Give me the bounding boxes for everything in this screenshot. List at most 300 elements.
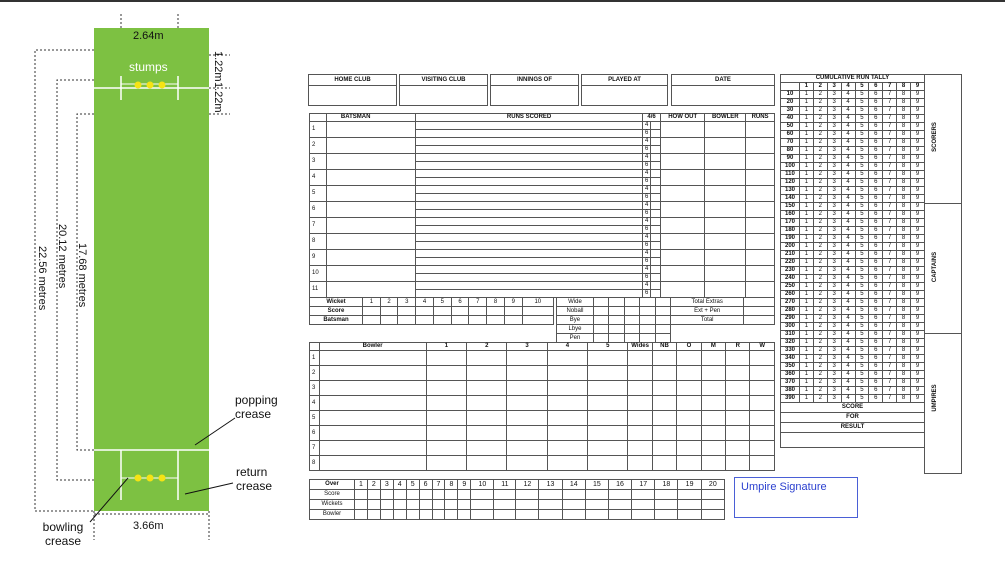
over-number: 13	[539, 480, 562, 490]
tally-digit: 1	[800, 139, 814, 147]
over-cell	[458, 490, 471, 500]
tally-digit: 5	[855, 347, 869, 355]
runs-scored-cell	[416, 146, 643, 154]
spacer	[310, 343, 320, 351]
over-number: 18	[655, 480, 678, 490]
six-cell: 6	[643, 210, 651, 218]
runs-cell	[746, 186, 775, 202]
table-row	[310, 282, 775, 290]
tally-digit: 6	[869, 115, 883, 123]
over-cell	[419, 500, 432, 510]
tally-digit: 3	[827, 147, 841, 155]
table-row	[310, 266, 775, 274]
tally-digit: 7	[883, 211, 897, 219]
tally-digit: 3	[827, 379, 841, 387]
tally-digit: 6	[869, 139, 883, 147]
tally-digit: 3	[827, 299, 841, 307]
scorers-label: SCORERS	[932, 122, 938, 152]
blank-cell	[671, 325, 744, 334]
bowling-cell	[467, 456, 507, 471]
batsman-name-cell[interactable]	[326, 186, 415, 202]
tally-digit: 1	[800, 195, 814, 203]
bowler-number: 3	[310, 381, 320, 396]
extras-cell	[609, 325, 624, 334]
tally-digit: 6	[869, 379, 883, 387]
how-out-cell	[660, 170, 704, 186]
bowling-cell	[726, 411, 750, 426]
table-row	[310, 426, 775, 441]
tally-digit: 4	[841, 291, 855, 299]
tally-digit: 6	[869, 339, 883, 347]
over-cell	[471, 510, 494, 520]
tally-digit: 2	[813, 267, 827, 275]
tally-digit: 9	[911, 243, 925, 251]
tally-digit: 9	[911, 307, 925, 315]
table-row	[781, 131, 925, 139]
bowling-cell	[319, 396, 426, 411]
bowler-cell	[705, 170, 746, 186]
wicket-cell	[469, 307, 487, 316]
tally-digit: 7	[883, 131, 897, 139]
tally-digit: 2	[813, 299, 827, 307]
tally-digit: 3	[827, 291, 841, 299]
how-out-cell	[660, 186, 704, 202]
table-row	[310, 218, 775, 226]
tally-digit: 8	[897, 235, 911, 243]
bowling-cell	[467, 351, 507, 366]
tally-digit: 6	[869, 107, 883, 115]
bowling-cell	[701, 366, 725, 381]
totals-cell	[744, 298, 775, 307]
tally-row-label: 240	[781, 275, 800, 283]
bowling-cell	[467, 396, 507, 411]
how-out-cell	[660, 154, 704, 170]
tally-digit: 9	[911, 259, 925, 267]
tally-digit: 3	[827, 347, 841, 355]
runs-scored-cell	[416, 154, 643, 162]
tally-digit: 3	[827, 395, 841, 403]
tally-digit: 1	[800, 251, 814, 259]
tally-row-label: 210	[781, 251, 800, 259]
over-cell	[516, 500, 539, 510]
over-cell	[432, 490, 445, 500]
bowling-cell	[547, 366, 587, 381]
runs-scored-cell	[416, 186, 643, 194]
table-row	[310, 250, 775, 258]
bowling-cell	[628, 351, 652, 366]
extras-cell	[655, 325, 670, 334]
runs-scored-cell	[416, 274, 643, 282]
tally-digit: 9	[911, 283, 925, 291]
tally-digit: 9	[911, 163, 925, 171]
bowling-cell	[677, 411, 701, 426]
six-count-cell	[651, 162, 661, 170]
bowler-cell	[705, 202, 746, 218]
tally-digit: 5	[855, 211, 869, 219]
batsman-name-cell[interactable]	[326, 202, 415, 218]
over-number: 10	[471, 480, 494, 490]
over-number: 2	[367, 480, 380, 490]
table-row	[781, 171, 925, 179]
bowling-header: NB	[652, 343, 676, 351]
tally-digit: 5	[855, 251, 869, 259]
stump-dot	[159, 475, 166, 482]
over-number: 12	[516, 480, 539, 490]
over-number: 1	[355, 480, 368, 490]
six-count-cell	[651, 210, 661, 218]
extras-cell	[593, 298, 608, 307]
date-box[interactable]	[671, 74, 775, 106]
batsman-name-cell[interactable]	[326, 218, 415, 234]
tally-digit: 6	[869, 371, 883, 379]
over-cell	[355, 500, 368, 510]
totals-label: Total	[671, 316, 744, 325]
bowling-cell	[726, 396, 750, 411]
bowling-header: O	[677, 343, 701, 351]
bowler-cell	[705, 250, 746, 266]
over-cell	[406, 500, 419, 510]
tally-digit: 8	[897, 267, 911, 275]
table-row	[310, 490, 725, 500]
visiting-club-box[interactable]	[399, 74, 488, 106]
batsman-name-cell[interactable]	[326, 282, 415, 298]
top-width-label: 2.64m	[133, 30, 164, 42]
bowling-cell	[701, 396, 725, 411]
runs-scored-cell	[416, 258, 643, 266]
tally-digit: 5	[855, 267, 869, 275]
home-club-box[interactable]	[308, 74, 397, 106]
tally-digit: 8	[897, 203, 911, 211]
table-row	[781, 123, 925, 131]
over-cell	[539, 510, 562, 520]
tally-digit: 6	[869, 179, 883, 187]
tally-digit: 5	[855, 107, 869, 115]
umpire-signature-box[interactable]: Umpire Signature	[734, 477, 858, 518]
tally-digit: 9	[911, 91, 925, 99]
tally-digit: 4	[841, 331, 855, 339]
tally-digit: 7	[883, 315, 897, 323]
tally-digit: 1	[800, 323, 814, 331]
batsman-name-cell[interactable]	[326, 154, 415, 170]
table-row	[310, 510, 725, 520]
over-cell	[432, 500, 445, 510]
tally-digit: 7	[883, 195, 897, 203]
wicket-cell	[380, 316, 398, 325]
bowling-cell	[507, 411, 547, 426]
wicket-cell	[380, 307, 398, 316]
stumps-label: stumps	[129, 60, 168, 74]
over-cell	[471, 500, 494, 510]
extras-label: Noball	[557, 307, 594, 316]
tally-digit: 1	[800, 371, 814, 379]
over-cell	[445, 490, 458, 500]
innings-of-box[interactable]	[490, 74, 579, 106]
tally-digit: 6	[869, 203, 883, 211]
tally-digit: 4	[841, 227, 855, 235]
tally-digit: 7	[883, 339, 897, 347]
bowling-cell	[701, 351, 725, 366]
tally-row-label: 40	[781, 115, 800, 123]
table-row	[310, 456, 775, 471]
tally-digit: 9	[911, 187, 925, 195]
over-cell	[393, 500, 406, 510]
table-row	[781, 379, 925, 387]
popping-crease-label: popping crease	[235, 393, 278, 421]
tally-digit: 4	[841, 131, 855, 139]
tally-digit: 7	[883, 275, 897, 283]
tally-row-label: 20	[781, 99, 800, 107]
tally-digit: 7	[883, 139, 897, 147]
bowling-cell	[319, 381, 426, 396]
six-count-cell	[651, 178, 661, 186]
tally-row-label: 290	[781, 315, 800, 323]
bowling-cell	[628, 441, 652, 456]
bowling-cell	[750, 381, 775, 396]
four-cell: 4	[643, 154, 651, 162]
six-cell: 6	[643, 162, 651, 170]
tally-digit: 8	[897, 219, 911, 227]
tally-row-label: 310	[781, 331, 800, 339]
how-out-cell	[660, 218, 704, 234]
tally-digit: 6	[869, 299, 883, 307]
extras-cell	[640, 298, 655, 307]
tally-digit: 3	[827, 267, 841, 275]
batsman-number: 7	[310, 218, 327, 234]
how-out-cell	[660, 250, 704, 266]
tally-digit: 1	[800, 91, 814, 99]
bowling-cell	[319, 366, 426, 381]
tally-row-label: 70	[781, 139, 800, 147]
table-row	[781, 91, 925, 99]
tally-digit: 7	[883, 187, 897, 195]
table-row	[781, 275, 925, 283]
tally-digit: 4	[841, 179, 855, 187]
table-row	[781, 307, 925, 315]
bowling-cell	[726, 351, 750, 366]
four-cell: 4	[643, 170, 651, 178]
over-row-label: Wickets	[310, 500, 355, 510]
over-cell	[539, 490, 562, 500]
tally-digit: 9	[911, 275, 925, 283]
bowler-number: 8	[310, 456, 320, 471]
table-row	[310, 234, 775, 242]
batsman-name-cell[interactable]	[326, 138, 415, 154]
tally-digit: 5	[855, 171, 869, 179]
runs-scored-cell	[416, 122, 643, 130]
tally-digit: 7	[883, 395, 897, 403]
tally-digit: 6	[869, 243, 883, 251]
tally-digit: 9	[911, 323, 925, 331]
tally-digit: 3	[827, 331, 841, 339]
tally-digit: 8	[897, 259, 911, 267]
result-label: RESULT	[781, 423, 925, 433]
tally-digit: 1	[800, 299, 814, 307]
table-row	[781, 99, 925, 107]
tally-digit: 4	[841, 219, 855, 227]
runs-scored-cell	[416, 210, 643, 218]
table-row	[310, 396, 775, 411]
tally-digit: 8	[897, 115, 911, 123]
extras-table	[556, 297, 775, 343]
bowling-cell	[319, 351, 426, 366]
tally-digit: 2	[813, 291, 827, 299]
tally-digit: 7	[883, 363, 897, 371]
over-number: 19	[678, 480, 701, 490]
batsman-number: 9	[310, 250, 327, 266]
tally-digit: 4	[841, 187, 855, 195]
tally-digit: 6	[869, 315, 883, 323]
four-cell: 4	[643, 250, 651, 258]
batsman-name-cell[interactable]	[326, 250, 415, 266]
tally-digit: 9	[911, 235, 925, 243]
tally-digit: 4	[841, 235, 855, 243]
tally-digit: 2	[813, 363, 827, 371]
stump-dot	[147, 475, 154, 482]
tally-row-label: 100	[781, 163, 800, 171]
batsman-name-cell[interactable]	[326, 170, 415, 186]
totals-cell	[744, 307, 775, 316]
over-cell	[445, 510, 458, 520]
bowling-cell	[426, 366, 466, 381]
tally-digit: 9	[911, 203, 925, 211]
tally-digit: 9	[911, 227, 925, 235]
table-row	[781, 323, 925, 331]
over-row-label: Over	[310, 480, 355, 490]
bowler-cell	[705, 122, 746, 138]
tally-digit: 6	[869, 275, 883, 283]
tally-title: CUMULATIVE RUN TALLY	[781, 75, 925, 83]
tally-digit: 3	[827, 99, 841, 107]
wicket-cell	[469, 316, 487, 325]
tally-digit: 2	[813, 243, 827, 251]
tally-digit: 1	[800, 123, 814, 131]
tally-digit: 5	[855, 283, 869, 291]
extras-cell	[655, 316, 670, 325]
tally-row-label: 140	[781, 195, 800, 203]
over-cell	[406, 510, 419, 520]
table-row	[310, 351, 775, 366]
tally-digit: 6	[869, 283, 883, 291]
batsman-name-cell[interactable]	[326, 234, 415, 250]
tally-row-label: 180	[781, 227, 800, 235]
bowling-cell	[628, 396, 652, 411]
tally-digit: 5	[855, 355, 869, 363]
tally-digit: 2	[813, 211, 827, 219]
over-number: 14	[562, 480, 585, 490]
tally-digit: 8	[897, 195, 911, 203]
played-at-box[interactable]	[581, 74, 668, 106]
table-row	[781, 395, 925, 403]
runs-scored-cell	[416, 266, 643, 274]
tally-digit: 8	[897, 355, 911, 363]
four-cell: 4	[643, 202, 651, 210]
wicket-cell	[416, 316, 434, 325]
runs-cell	[746, 266, 775, 282]
over-cell	[562, 500, 585, 510]
return-crease-label: return crease	[236, 465, 273, 493]
table-row	[781, 403, 925, 413]
wicket-number: 2	[380, 298, 398, 307]
tally-digit: 3	[827, 363, 841, 371]
runs-cell	[746, 138, 775, 154]
bowling-cell	[652, 396, 676, 411]
runs-scored-cell	[416, 130, 643, 138]
over-number: 5	[406, 480, 419, 490]
tally-digit: 4	[841, 251, 855, 259]
bowling-cell	[677, 366, 701, 381]
tally-digit: 1	[800, 339, 814, 347]
bowler-cell	[705, 154, 746, 170]
col-how-out: HOW OUT	[660, 114, 704, 122]
tally-digit: 5	[855, 195, 869, 203]
tally-row-label: 350	[781, 363, 800, 371]
six-cell: 6	[643, 290, 651, 298]
tally-digit: 7	[883, 291, 897, 299]
bowling-cell	[507, 441, 547, 456]
umpires-label: UMPIRES	[932, 384, 938, 412]
six-count-cell	[651, 146, 661, 154]
over-cell	[539, 500, 562, 510]
over-cell	[701, 500, 724, 510]
tally-digit: 1	[800, 307, 814, 315]
bowling-cell	[319, 426, 426, 441]
tally-digit: 2	[813, 323, 827, 331]
four-count-cell	[651, 202, 661, 210]
batsman-name-cell[interactable]	[326, 266, 415, 282]
tally-row-label: 170	[781, 219, 800, 227]
tally-digit: 7	[883, 219, 897, 227]
signatures-column	[924, 74, 962, 474]
table-row	[781, 331, 925, 339]
six-count-cell	[651, 130, 661, 138]
tally-digit: 4	[841, 267, 855, 275]
over-cell	[380, 500, 393, 510]
tally-row-label: 190	[781, 235, 800, 243]
tally-digit: 9	[911, 331, 925, 339]
tally-row-label: 130	[781, 187, 800, 195]
tally-digit: 6	[869, 195, 883, 203]
tally-digit: 7	[883, 203, 897, 211]
batsman-name-cell[interactable]	[326, 122, 415, 138]
tally-digit: 4	[841, 307, 855, 315]
four-count-cell	[651, 218, 661, 226]
tally-digit: 1	[800, 379, 814, 387]
tally-digit: 3	[827, 163, 841, 171]
tally-digit: 6	[869, 155, 883, 163]
bowling-cell	[426, 456, 466, 471]
over-cell	[655, 500, 678, 510]
bowling-cell	[426, 411, 466, 426]
bowling-cell	[547, 381, 587, 396]
tally-digit: 8	[897, 163, 911, 171]
tally-digit: 8	[897, 339, 911, 347]
table-row	[557, 316, 775, 325]
tally-row-label: 320	[781, 339, 800, 347]
bowler-number: 7	[310, 441, 320, 456]
tally-row-label: 340	[781, 355, 800, 363]
bowling-cell	[547, 351, 587, 366]
bowling-header: Bowler	[319, 343, 426, 351]
tally-digit: 4	[841, 83, 855, 91]
tally-digit: 2	[813, 123, 827, 131]
bowling-cell	[588, 396, 628, 411]
bowling-cell	[507, 396, 547, 411]
bowling-cell	[677, 456, 701, 471]
tally-digit: 8	[897, 187, 911, 195]
wicket-cell	[363, 316, 381, 325]
table-row	[781, 299, 925, 307]
table-row	[310, 122, 775, 130]
